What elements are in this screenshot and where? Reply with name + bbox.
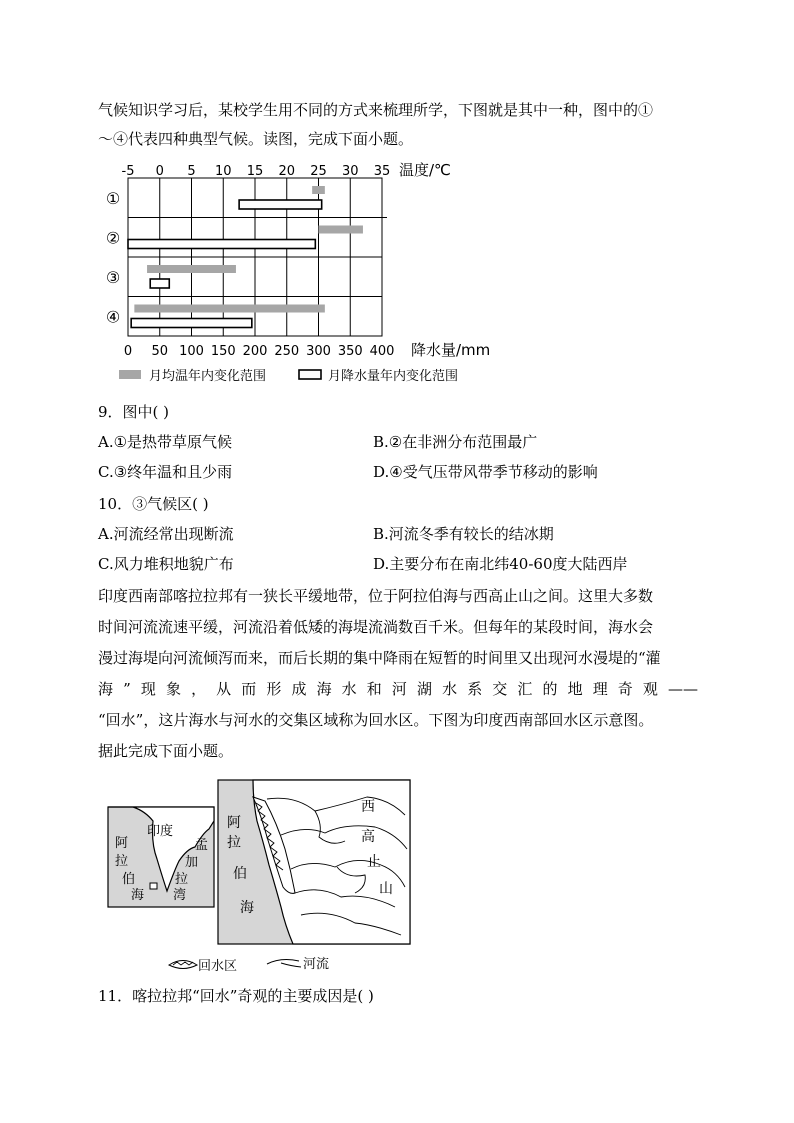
row-label: ④ [105, 307, 121, 327]
bottom-tick-label: 250 [274, 344, 300, 359]
passage2-line2: 时间河流流速平缓，河流沿着低矮的海堤流淌数百千米。但每年的某段时间，海水会 [98, 618, 654, 636]
q11-stem: 11．喀拉拉邦“回水”奇观的主要成因是( ) [98, 987, 374, 1005]
temp-range-bar [319, 226, 363, 234]
temp-range-bar [312, 186, 325, 194]
legend-backwater-label: 回水区 [198, 959, 238, 974]
passage2-line6: 据此完成下面小题。 [98, 742, 234, 760]
inset-arabian-sea-2: 拉 [115, 854, 129, 869]
passage1-line2: ～④代表四种典型气候。读图，完成下面小题。 [98, 130, 414, 148]
passage2-line5: “回水”，这片海水与河水的交集区域称为回水区。下图为印度西南部回水区示意图。 [98, 711, 654, 729]
q9-option-a[interactable]: A.①是热带草原气候 [98, 433, 233, 451]
top-tick-label: 20 [278, 164, 296, 179]
bottom-tick-label: 200 [242, 344, 268, 359]
climate-range-chart [95, 155, 515, 390]
q10-option-a[interactable]: A.河流经常出现断流 [98, 525, 234, 543]
precip-range-bar [239, 200, 322, 209]
precip-range-bar [150, 279, 169, 288]
top-tick-label: 0 [155, 164, 164, 179]
q10-option-d[interactable]: D.主要分布在南北纬40-60度大陆西岸 [373, 555, 628, 573]
top-tick-label: -5 [121, 164, 135, 179]
temp-range-bar [147, 265, 236, 273]
top-tick-label: 10 [214, 164, 232, 179]
top-tick-label: 35 [373, 164, 391, 179]
bottom-tick-label: 350 [337, 344, 363, 359]
backwater-map [105, 775, 415, 975]
passage1-line1: 气候知识学习后，某校学生用不同的方式来梳理所学，下图就是其中一种，图中的① [98, 101, 654, 119]
legend-temp-swatch [119, 370, 141, 379]
legend-temp-label: 月均温年内变化范围 [149, 369, 267, 384]
inset-study-area [150, 883, 157, 889]
bottom-tick-label: 100 [179, 344, 204, 359]
inset-bay-3: 拉 [175, 872, 189, 887]
inset-label-india: 印度 [147, 824, 174, 839]
bottom-tick-label: 300 [306, 344, 331, 359]
main-arabian-sea-2: 拉 [227, 835, 241, 851]
main-ghats-4: 山 [379, 881, 393, 897]
map-legend [169, 956, 329, 974]
q9-option-b[interactable]: B.②在非洲分布范围最广 [373, 433, 538, 451]
bottom-tick-label: 150 [210, 344, 236, 359]
inset-arabian-sea-3: 伯 [122, 872, 136, 887]
passage2-line1: 印度西南部喀拉拉邦有一狭长平缓地带，位于阿拉伯海与西高止山之间。这里大多数 [98, 587, 654, 605]
legend-river-label: 河流 [303, 957, 330, 972]
row-label: ③ [105, 267, 121, 287]
q9-stem: 9．图中( ) [98, 403, 170, 421]
inset-bay-2: 加 [185, 855, 199, 870]
main-arabian-sea-3: 伯 [233, 866, 247, 882]
temp-range-bar [134, 305, 325, 313]
bottom-tick-label: 400 [369, 344, 395, 359]
precip-range-bar [131, 319, 252, 328]
precip-range-bar [128, 240, 315, 249]
top-tick-label: 30 [341, 164, 359, 179]
q10-option-c[interactable]: C.风力堆积地貌广布 [98, 555, 234, 573]
main-ghats-2: 高 [361, 829, 375, 845]
bottom-tick-label: 0 [123, 344, 133, 359]
legend-river-icon [267, 960, 301, 967]
inset-map [108, 807, 214, 907]
main-ghats-3: 止 [367, 854, 381, 870]
main-ghats-1: 西 [361, 799, 375, 815]
row-label: ② [105, 228, 121, 248]
q10-option-b[interactable]: B.河流冬季有较长的结冰期 [373, 525, 554, 543]
q10-stem: 10．③气候区( ) [98, 495, 209, 513]
q9-option-d[interactable]: D.④受气压带风带季节移动的影响 [373, 463, 598, 481]
legend-precip-swatch [299, 370, 321, 379]
bottom-tick-label: 50 [151, 344, 169, 359]
main-map [218, 780, 410, 944]
top-tick-label: 5 [187, 164, 196, 179]
legend-precip-label: 月降水量年内变化范围 [328, 369, 459, 384]
passage2-line4: 海”现象，从而形成海水和河湖水系交汇的地理奇观—— [98, 680, 698, 698]
inset-bay-4: 湾 [173, 888, 187, 903]
bottom-axis-label: 降水量/mm [411, 341, 491, 359]
passage2-line3: 漫过海堤向河流倾泻而来，而后长期的集中降雨在短暂的时间里又出现河水漫堤的“灌 [98, 649, 661, 667]
main-arabian-sea-1: 阿 [227, 815, 241, 831]
main-arabian-sea-4: 海 [240, 900, 254, 916]
top-axis-label: 温度/℃ [399, 161, 451, 179]
inset-arabian-sea-4: 海 [131, 888, 145, 903]
inset-bay-1: 孟 [195, 838, 209, 853]
q9-option-c[interactable]: C.③终年温和且少雨 [98, 463, 233, 481]
top-tick-label: 15 [246, 164, 264, 179]
top-tick-label: 25 [310, 164, 327, 179]
row-label: ① [105, 188, 121, 208]
inset-arabian-sea-1: 阿 [115, 836, 129, 851]
